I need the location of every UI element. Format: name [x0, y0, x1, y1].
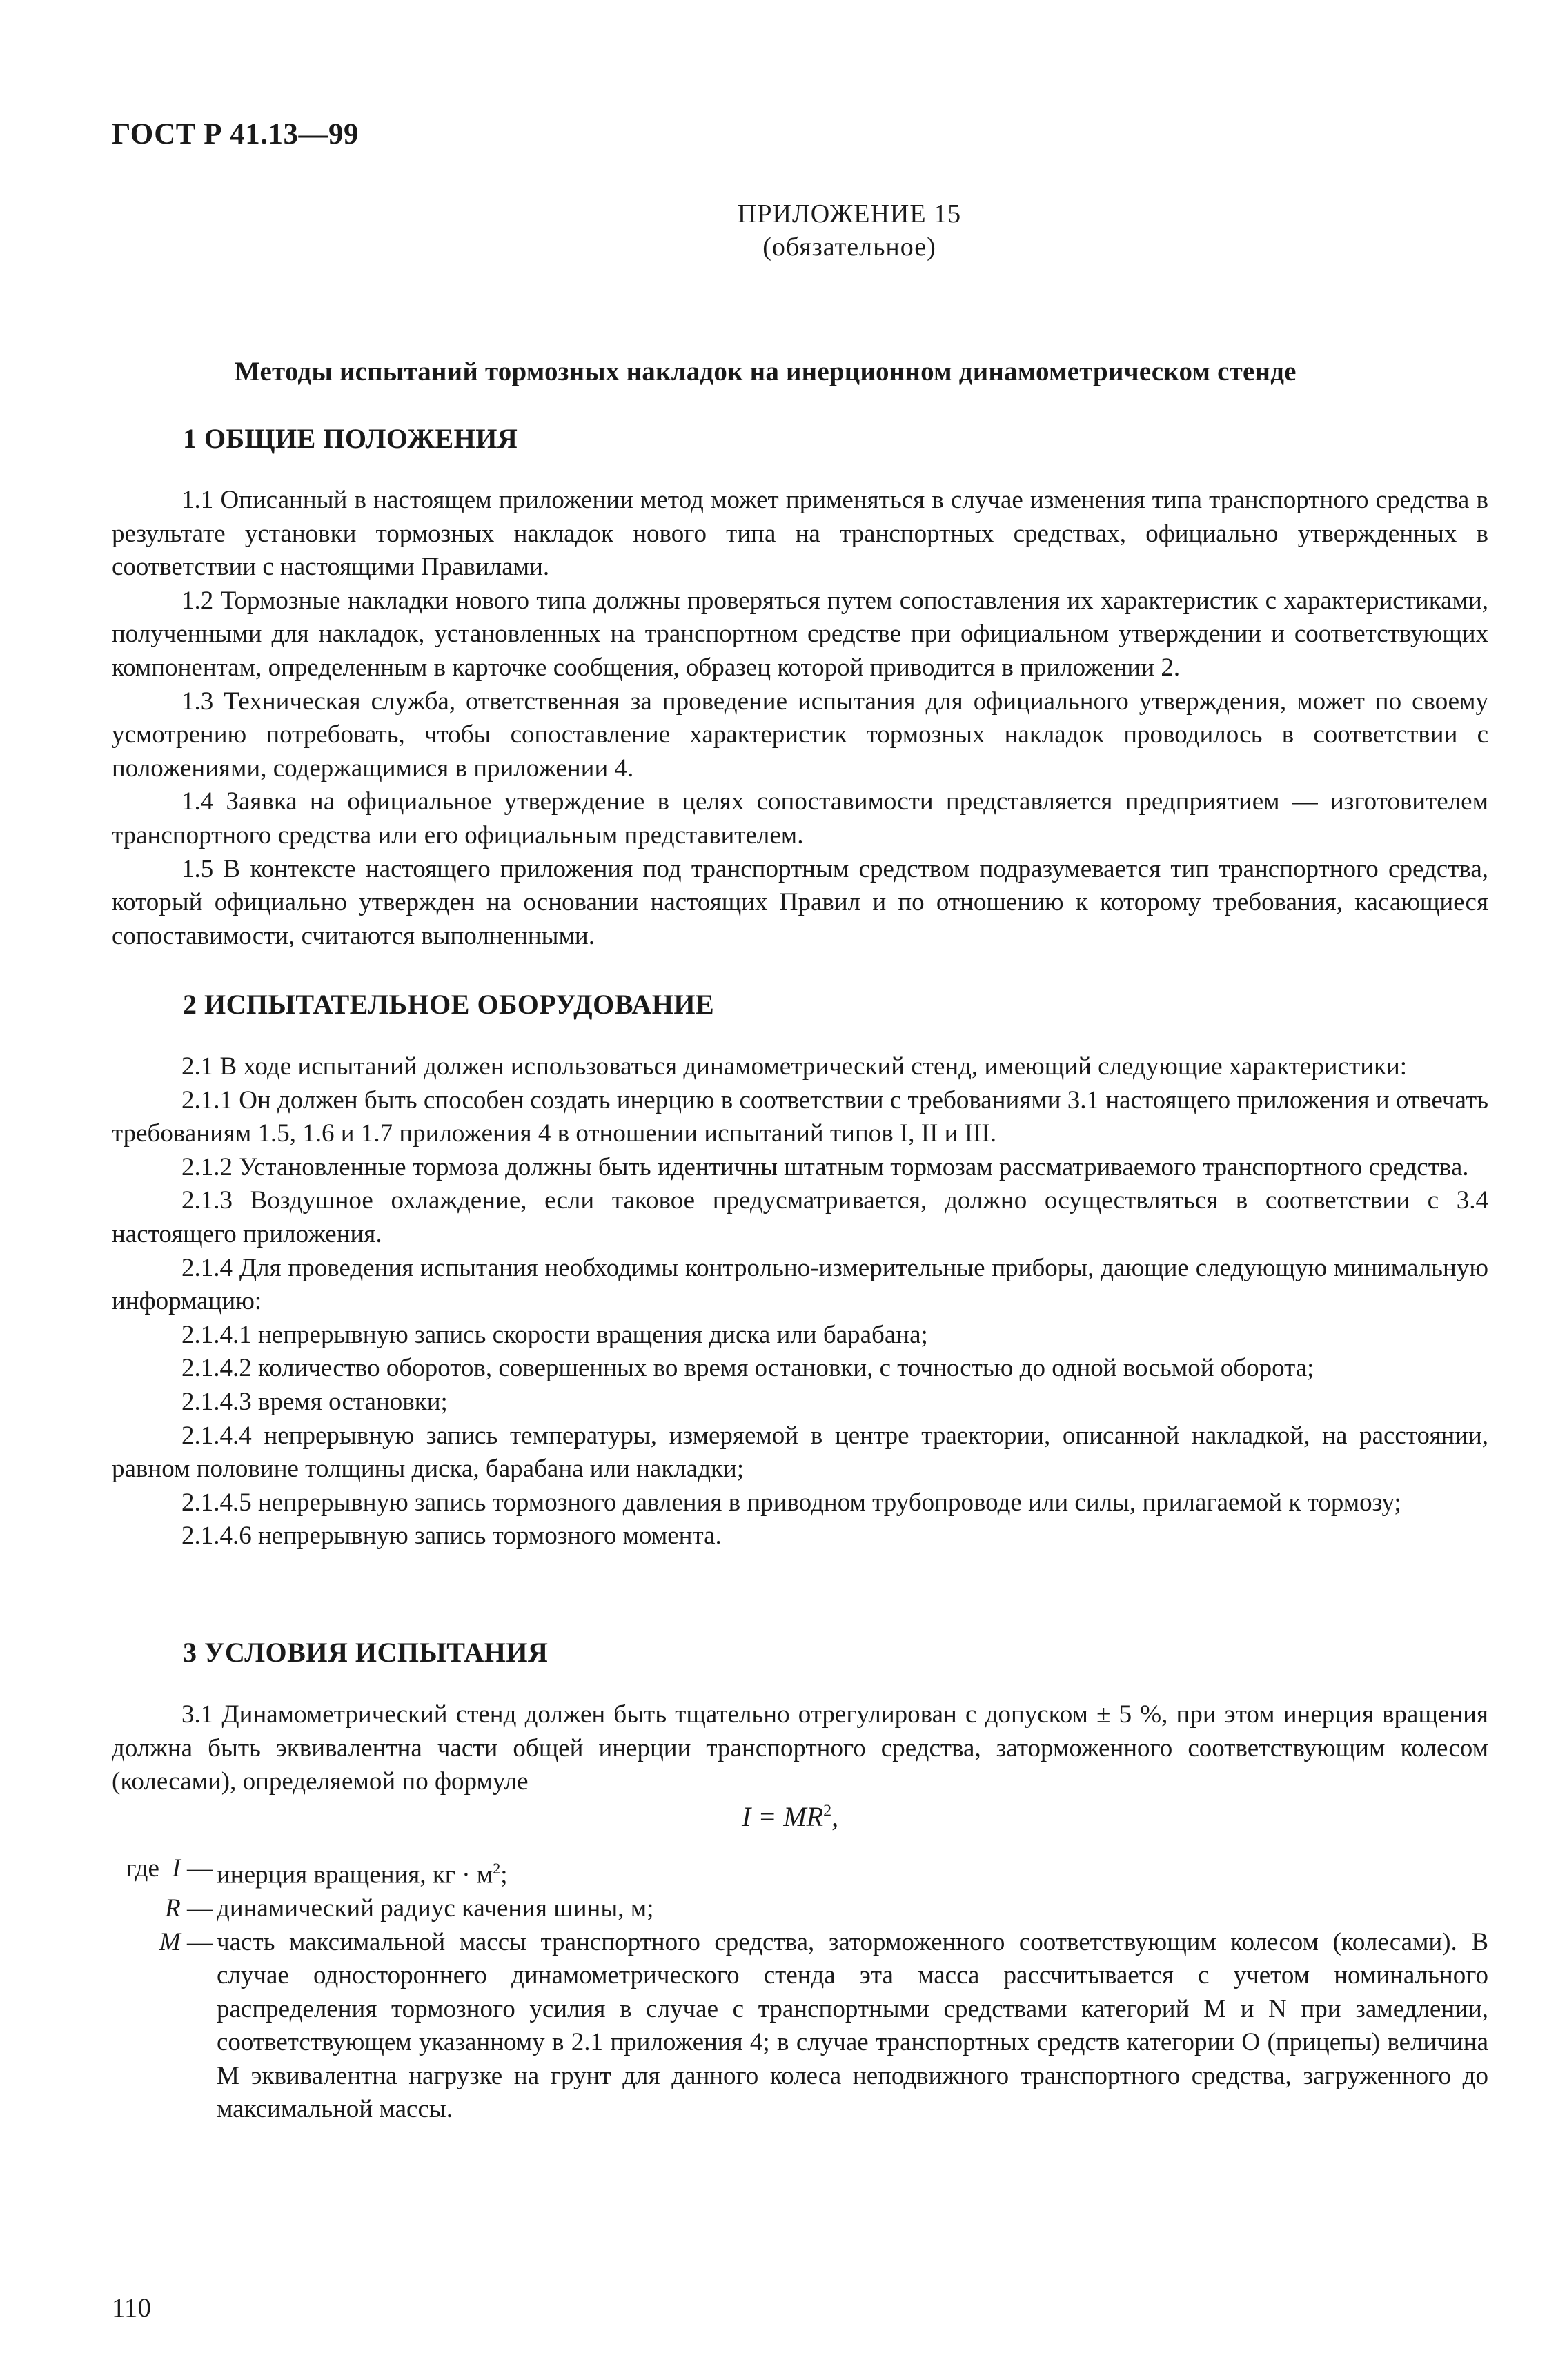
paragraph-1-4: 1.4 Заявка на официальное утверждение в целях сопоставимости представляется предприятием — изготовителем транспортного средства или его официальным представителем. — [112, 787, 1488, 849]
legend-row-R — [90, 1892, 1488, 1926]
section-body-3 — [112, 1698, 1488, 1799]
legend-row-I — [90, 1852, 1488, 1892]
formula-exponent: 2 — [823, 1802, 832, 1820]
paragraph-1-2: 1.2 Тормозные накладки нового типа должны проверяться путем сопоставления их характеристик с характеристиками, полученными для накладок, установленных на транспортном средстве при официальном утверждении и соответствующих компонентам, определенным в карточке сообщения, образец которой приводится в приложении 2. — [112, 586, 1488, 682]
page-number: 110 — [112, 2293, 152, 2323]
legend-description — [217, 1852, 1488, 1892]
paragraph-2-1-4-3: 2.1.4.3 время остановки; — [181, 1387, 448, 1416]
legend-description: динамический радиус качения шины, м; — [217, 1894, 654, 1922]
legend-symbol: M — [159, 1927, 181, 1956]
legend-description: часть максимальной массы транспортного средства, заторможенного соответствующим колесом (колесами). В случае одностороннего динамометрического стенда эта масса рассчитывается с учетом номинального распределения тормозного усилия в случае с транспортными средствами категорий M и N при замедлении, соответствующем указанному в 2.1 приложения 4; в случае транспортных средств категории O (прицепы) величина M эквивалентна нагрузке на грунт для данного колеса неподвижного транспортного средства, загруженного до максимальной массы. — [217, 1927, 1488, 2124]
legend-row-M — [90, 1926, 1488, 2127]
section-body-2 — [112, 1050, 1488, 1553]
section-heading-2: 2 ИСПЫТАТЕЛЬНОЕ ОБОРУДОВАНИЕ — [183, 989, 715, 1020]
paragraph-2-1-3: 2.1.3 Воздушное охлаждение, если таковое предусматривается, должно осуществляться в соответствии с 3.4 настоящего приложения. — [112, 1186, 1488, 1248]
legend-key — [90, 1852, 217, 1886]
standard-code: ГОСТ Р 41.13—99 — [112, 118, 359, 150]
legend-dash: — — [187, 1854, 213, 1882]
legend-sup: 2 — [493, 1860, 501, 1877]
document-title: Методы испытаний тормозных накладок на инерционном динамометрическом стенде — [235, 357, 1297, 386]
section-heading-1: 1 ОБЩИЕ ПОЛОЖЕНИЯ — [183, 423, 518, 454]
paragraph-2-1: 2.1 В ходе испытаний должен использоваться динамометрический стенд, имеющий следующие характеристики: — [181, 1052, 1408, 1081]
paragraph-1-1: 1.1 Описанный в настоящем приложении метод может применяться в случае изменения типа транспортного средства в результате установки тормозных накладок нового типа на транспортных средствах, официально утвержденных в соответствии с настоящими Правилами. — [112, 486, 1488, 582]
paragraph-2-1-4-2: 2.1.4.2 количество оборотов, совершенных во время остановки, с точностью до одной восьмой оборота; — [181, 1354, 1314, 1383]
inertia-formula — [742, 1800, 838, 1833]
paragraph-2-1-4-4: 2.1.4.4 непрерывную запись температуры, измеряемой в центре траектории, описанной накладкой, на расстоянии, равном половине толщины диска, барабана или накладки; — [112, 1421, 1488, 1484]
legend-symbol: I — [172, 1854, 181, 1882]
legend-symbol: R — [165, 1894, 181, 1922]
legend-key — [90, 1892, 217, 1926]
paragraph-2-1-2: 2.1.2 Установленные тормоза должны быть идентичны штатным тормозам рассматриваемого транспортного средства. — [181, 1152, 1469, 1181]
paragraph-2-1-4-6: 2.1.4.6 непрерывную запись тормозного момента. — [181, 1522, 722, 1551]
legend-dash: — — [187, 1927, 213, 1956]
paragraph-2-1-4: 2.1.4 Для проведения испытания необходимы контрольно-измерительные приборы, дающие следующую минимальную информацию: — [112, 1253, 1488, 1316]
legend-dash: — — [187, 1894, 213, 1922]
formula-tail: , — [831, 1801, 839, 1832]
paragraph-2-1-4-1: 2.1.4.1 непрерывную запись скорости вращения диска или барабана; — [181, 1320, 928, 1349]
formula-legend — [90, 1852, 1488, 2127]
section-heading-3: 3 УСЛОВИЯ ИСПЫТАНИЯ — [183, 1637, 549, 1668]
paragraph-2-1-4-5: 2.1.4.5 непрерывную запись тормозного давления в приводном трубопроводе или силы, прилагаемой к тормозу; — [181, 1488, 1401, 1517]
legend-text: инерция вращения, кг · м — [217, 1860, 493, 1889]
legend-intro: где — [126, 1854, 159, 1882]
paragraph-2-1-1: 2.1.1 Он должен быть способен создать инерцию в соответствии с требованиями 3.1 настоящего приложения и отвечать требованиям 1.5, 1.6 и 1.7 приложения 4 в отношении испытаний типов I, II и III. — [112, 1085, 1488, 1148]
paragraph-3-1: 3.1 Динамометрический стенд должен быть тщательно отрегулирован с допуском ± 5 %, при этом инерция вращения должна быть эквивалентна части общей инерции транспортного средства, заторможенного соответствующим колесом (колесами), определяемой по формуле — [112, 1700, 1488, 1796]
paragraph-1-3: 1.3 Техническая служба, ответственная за проведение испытания для официального утверждения, может по своему усмотрению потребовать, чтобы сопоставление характеристик тормозных накладок проводилось в соответствии с положениями, содержащимися в приложении 4. — [112, 687, 1488, 783]
section-body-1 — [112, 484, 1488, 953]
paragraph-1-5: 1.5 В контексте настоящего приложения под транспортным средством подразумевается тип транспортного средства, который официально утвержден на основании настоящих Правил и по отношению к которому требования, касающиеся сопоставимости, считаются выполненными. — [112, 854, 1488, 950]
formula-lhs: I — [742, 1801, 751, 1832]
legend-tail: ; — [500, 1860, 508, 1889]
appendix-status: (обязательное) — [762, 233, 936, 262]
legend-key — [90, 1926, 217, 1960]
formula-rhs: = MR — [758, 1801, 824, 1832]
appendix-label: ПРИЛОЖЕНИЕ 15 — [737, 199, 962, 228]
